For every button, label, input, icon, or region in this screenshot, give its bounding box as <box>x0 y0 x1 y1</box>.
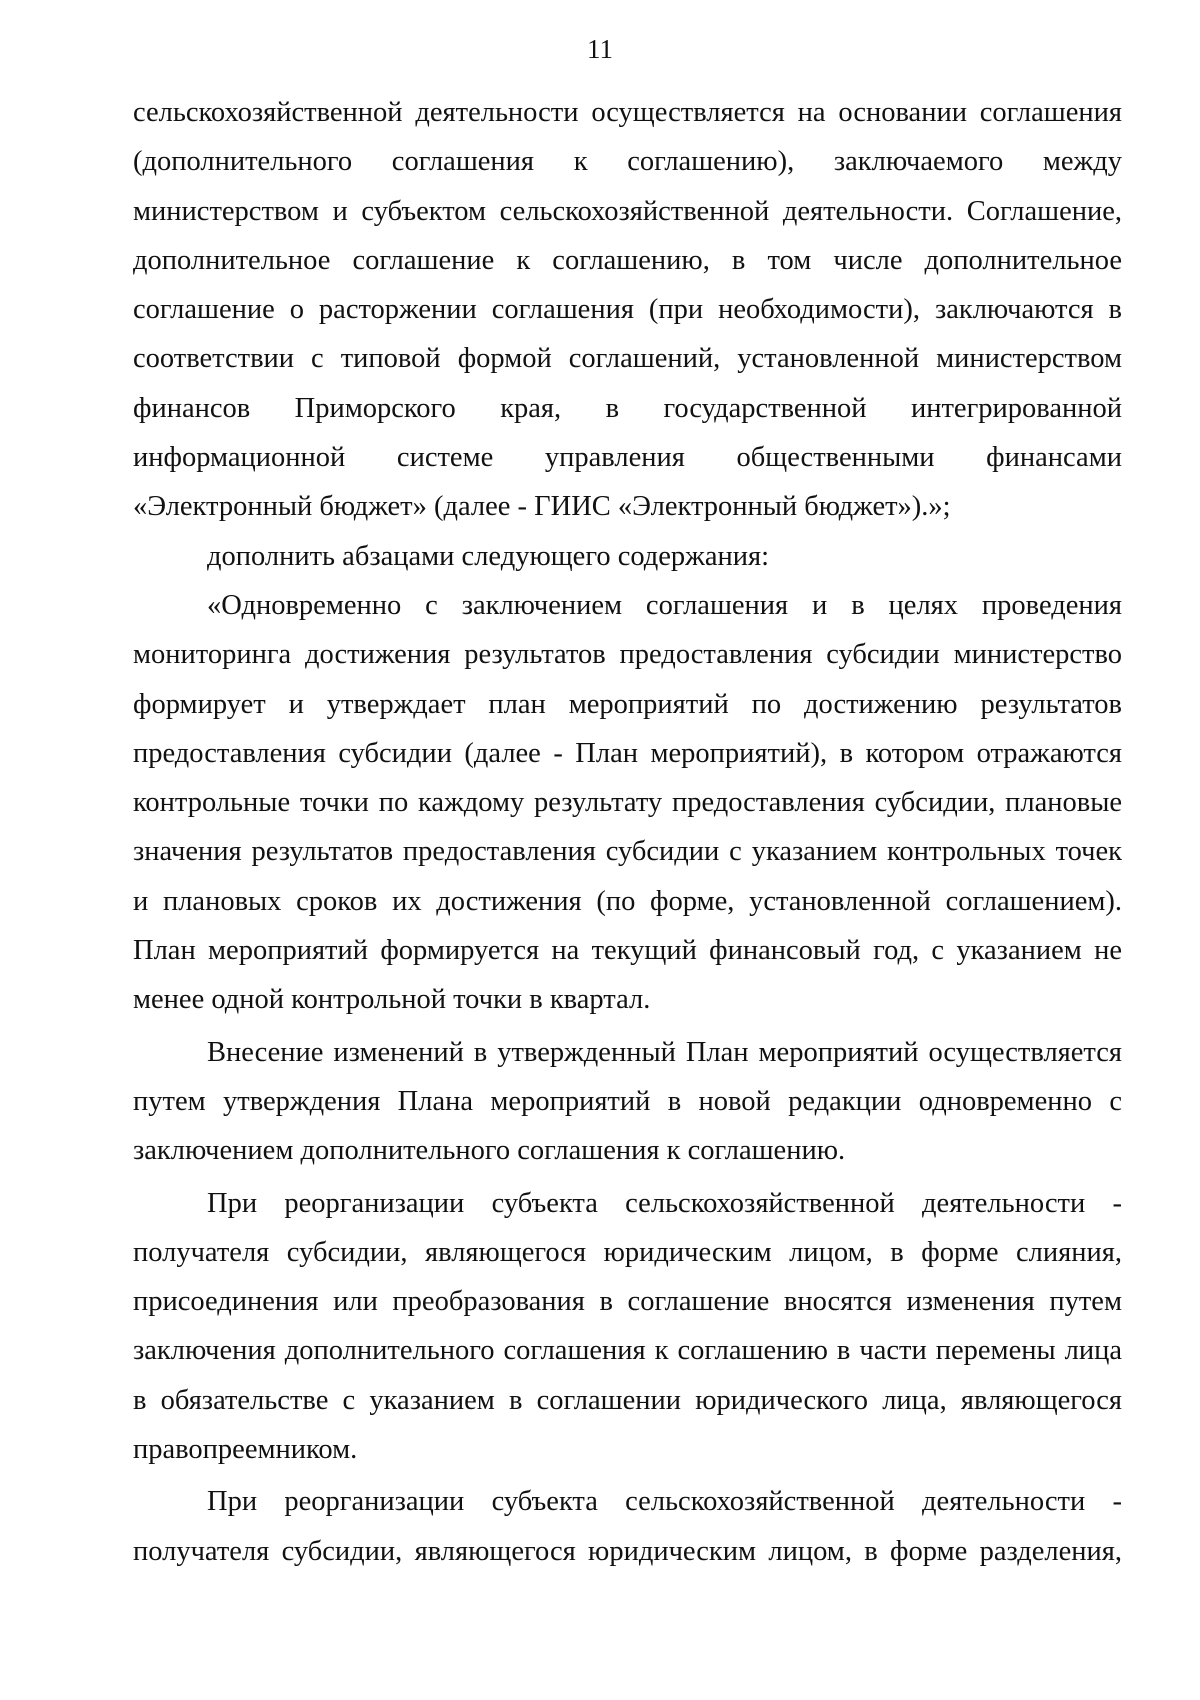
text-line: путем утверждения Плана мероприятий в новой редакции одновременно с <box>133 1085 1122 1117</box>
page-number: 11 <box>587 34 613 64</box>
text-line: При реорганизации субъекта сельскохозяйственной деятельности - <box>207 1486 1122 1518</box>
text-line: информационной системе управления общественными финансами <box>133 442 1122 474</box>
text-line: При реорганизации субъекта сельскохозяйственной деятельности - <box>207 1187 1122 1219</box>
text-line: получателя субсидии, являющегося юридическим лицом, в форме слияния, <box>133 1236 1122 1268</box>
text-line: дополнительное соглашение к соглашению, в том числе дополнительное <box>133 244 1122 276</box>
text-line: присоединения или преобразования в соглашение вносятся изменения путем <box>133 1286 1122 1318</box>
paragraph-agreement-conclusion <box>133 88 1122 532</box>
text-line: мониторинга достижения результатов предоставления субсидии министерство <box>133 639 1122 671</box>
text-line: формирует и утверждает план мероприятий по достижению результатов <box>133 688 1122 720</box>
text-line: соответствии с типовой формой соглашений, установленной министерством <box>133 343 1122 375</box>
text-line: министерством и субъектом сельскохозяйственной деятельности. Соглашение, <box>133 195 1122 227</box>
text-line: заключения дополнительного соглашения к соглашению в части перемены лица <box>133 1335 1122 1367</box>
text-line: получателя субсидии, являющегося юридическим лицом, в форме разделения, <box>133 1535 1122 1567</box>
text-line: значения результатов предоставления субсидии с указанием контрольных точек <box>133 836 1122 868</box>
text-line: (дополнительного соглашения к соглашению), заключаемого между <box>133 146 1122 178</box>
text-line: План мероприятий формируется на текущий финансовый год, с указанием не <box>133 935 1122 967</box>
text-line: «Одновременно с заключением соглашения и в целях проведения <box>207 589 1122 621</box>
text-line: «Электронный бюджет» (далее - ГИИС «Электронный бюджет»).»; <box>133 491 951 523</box>
text-line: заключением дополнительного соглашения к соглашению. <box>133 1135 846 1167</box>
text-line: в обязательстве с указанием в соглашении юридического лица, являющегося <box>133 1384 1122 1416</box>
text-line: и плановых сроков их достижения (по форме, установленной соглашением). <box>133 885 1122 917</box>
text-line: менее одной контрольной точки в квартал. <box>133 984 651 1016</box>
text-line: правопреемником. <box>133 1434 358 1466</box>
text-line: Внесение изменений в утвержденный План мероприятий осуществляется <box>207 1036 1122 1068</box>
text-line: дополнить абзацами следующего содержания: <box>207 540 770 572</box>
paragraph-add-clauses <box>133 532 1122 581</box>
text-line: финансов Приморского края, в государственной интегрированной <box>133 392 1122 424</box>
paragraph-reorganization-merger <box>133 1179 1122 1475</box>
paragraph-reorganization-division <box>133 1477 1122 1576</box>
text-line: соглашение о расторжении соглашения (при необходимости), заключаются в <box>133 294 1122 326</box>
paragraph-plan-amendments <box>133 1028 1122 1176</box>
paragraph-action-plan <box>133 581 1122 1025</box>
text-line: предоставления субсидии (далее - План мероприятий), в котором отражаются <box>133 737 1122 769</box>
text-line: сельскохозяйственной деятельности осуществляется на основании соглашения <box>133 97 1122 128</box>
document-body <box>133 88 1122 1576</box>
text-line: контрольные точки по каждому результату предоставления субсидии, плановые <box>133 787 1122 819</box>
